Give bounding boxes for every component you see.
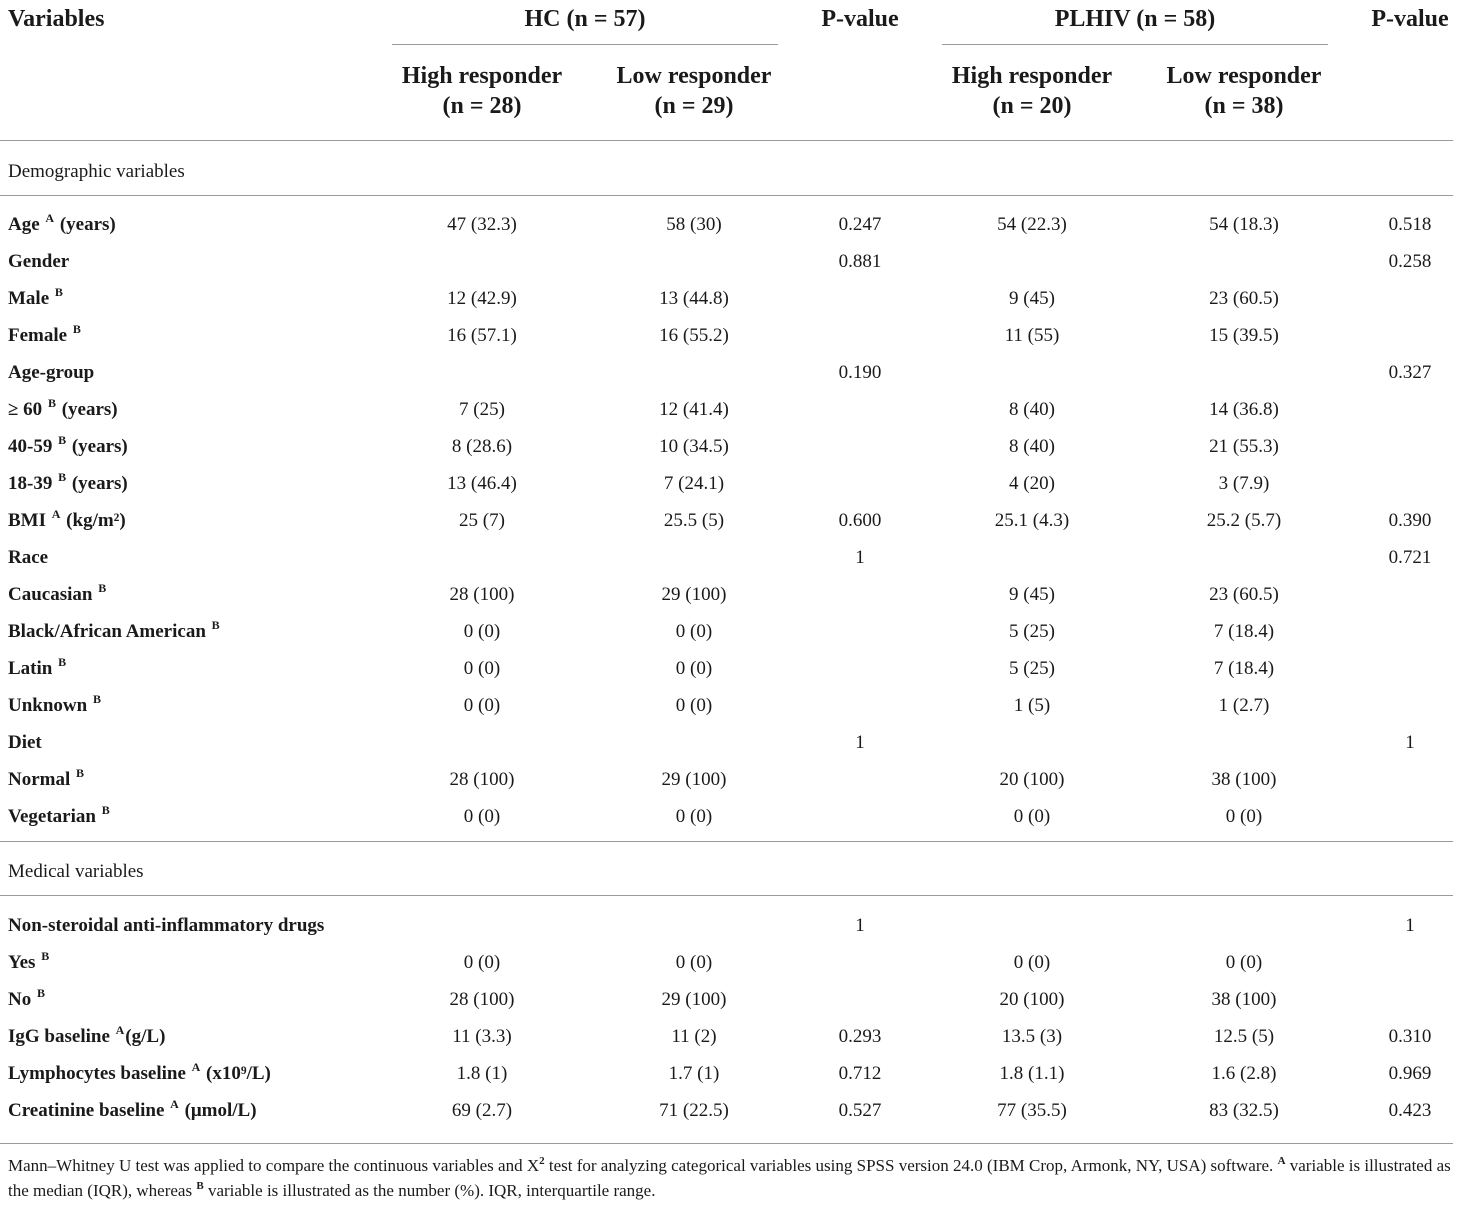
row-label: Female $^B$	[8, 322, 81, 346]
medical-section-top-divider	[0, 841, 1453, 842]
row-label: Latin $^B$	[8, 655, 67, 679]
table-row	[0, 285, 1460, 325]
cell-hc-high: 25 (7)	[459, 510, 505, 531]
cell-pl-high: 25.1 (4.3)	[994, 510, 1070, 531]
demographic-divider	[0, 195, 1453, 196]
cell-pl-high: 77 (35.5)	[997, 1100, 1067, 1121]
row-label: 18-39 $^B$ (years)	[8, 470, 128, 494]
cell-hc-low: 25.5 (5)	[663, 510, 725, 531]
cell-hc-high: 28 (100)	[449, 769, 515, 790]
cell-hc-low: 0 (0)	[675, 952, 713, 973]
cell-p1: 0.190	[838, 362, 882, 383]
table-row	[0, 732, 1460, 769]
cell-pl-low: 83 (32.5)	[1209, 1100, 1279, 1121]
cell-p2: 0.258	[1388, 251, 1432, 272]
table-row	[0, 1097, 1460, 1137]
section-medical: Medical variables	[8, 861, 144, 882]
header-pvalue-plhiv: P-value	[1371, 6, 1449, 32]
header-divider	[0, 140, 1453, 141]
cell-p1: 0.527	[838, 1100, 882, 1121]
cell-p1: 0.293	[838, 1026, 882, 1047]
cell-pl-high: 20 (100)	[999, 989, 1065, 1010]
cell-p2: 0.327	[1388, 362, 1432, 383]
cell-hc-high: 12 (42.9)	[447, 288, 517, 309]
cell-pl-high: 54 (22.3)	[997, 214, 1067, 235]
plhiv-group-underline	[942, 44, 1328, 45]
cell-pl-high: 5 (25)	[1009, 621, 1055, 642]
table-row	[0, 915, 1460, 952]
cell-hc-high: 8 (28.6)	[451, 436, 513, 457]
cell-pl-high: 11 (55)	[1004, 325, 1060, 346]
row-label: Yes $^B$	[8, 949, 50, 973]
table-row	[0, 322, 1460, 362]
cell-p1: 0.600	[838, 510, 882, 531]
hc-group-underline	[392, 44, 778, 45]
cell-p2: 1	[1405, 732, 1415, 753]
cell-hc-high: 0 (0)	[463, 621, 501, 642]
cell-hc-low: 29 (100)	[661, 584, 727, 605]
row-label: BMI $^A$ (kg/m²)	[8, 507, 126, 531]
row-label: Male $^B$	[8, 285, 63, 309]
header-plhiv-group: PLHIV (n = 58)	[1054, 6, 1216, 32]
cell-hc-high: 47 (32.3)	[447, 214, 517, 235]
cell-pl-low: 38 (100)	[1211, 769, 1277, 790]
cell-p2: 0.423	[1388, 1100, 1432, 1121]
cell-pl-high: 9 (45)	[1009, 584, 1055, 605]
row-label: ≥ 60 $^B$ (years)	[8, 396, 118, 420]
cell-pl-low: 1.6 (2.8)	[1211, 1063, 1277, 1084]
table-row	[0, 581, 1460, 621]
row-label: Caucasian $^B$	[8, 581, 107, 605]
row-label: Diet	[8, 732, 42, 753]
table-footnote: Mann–Whitney U test was applied to compare the continuous variables and $X^2$ test for analyzing categorical variables using SPSS version 24.0 (IBM Crop, Armonk, NY, USA) software. $^A$ variable is illustrated as the median (IQR), whereas $^B$ variable is illustrated as the number (%). IQR, interquartile range.	[8, 1155, 1451, 1200]
cell-pl-low: 38 (100)	[1211, 989, 1277, 1010]
cell-hc-high: 11 (3.3)	[452, 1026, 512, 1047]
cell-pl-low: 0 (0)	[1225, 952, 1263, 973]
cell-hc-low: 16 (55.2)	[659, 325, 729, 346]
table-row	[0, 507, 1460, 547]
cell-pl-high: 20 (100)	[999, 769, 1065, 790]
cell-hc-low: 71 (22.5)	[659, 1100, 729, 1121]
cell-hc-low: 12 (41.4)	[659, 399, 729, 420]
cell-p2: 0.721	[1388, 547, 1432, 568]
cell-p1: 1	[855, 915, 865, 936]
table-row	[0, 692, 1460, 732]
cell-hc-low: 0 (0)	[675, 806, 713, 827]
cell-pl-low: 23 (60.5)	[1209, 584, 1279, 605]
header-variables: Variables	[8, 6, 105, 32]
row-label: No $^B$	[8, 986, 45, 1010]
row-label: Gender	[8, 251, 70, 272]
table-row	[0, 362, 1460, 399]
cell-hc-high: 69 (2.7)	[451, 1100, 513, 1121]
cell-pl-low: 3 (7.9)	[1218, 473, 1270, 494]
cell-p1: 0.247	[838, 214, 882, 235]
row-label: Race	[8, 547, 49, 568]
cell-hc-high: 0 (0)	[463, 695, 501, 716]
cell-hc-high: 13 (46.4)	[447, 473, 517, 494]
cell-hc-low: 0 (0)	[675, 621, 713, 642]
table-row	[0, 251, 1460, 288]
cell-pl-high: 9 (45)	[1009, 288, 1055, 309]
cell-pl-low: 7 (18.4)	[1213, 621, 1275, 642]
cell-hc-low: 0 (0)	[675, 658, 713, 679]
header-hc-low-responder: Low responder (n = 29)	[616, 63, 772, 119]
cell-p2: 0.310	[1388, 1026, 1432, 1047]
header-hc-high-responder: High responder (n = 28)	[401, 63, 563, 119]
cell-pl-low: 7 (18.4)	[1213, 658, 1275, 679]
row-label: IgG baseline $^A$(g/L)	[8, 1023, 166, 1047]
table-row	[0, 547, 1460, 584]
cell-hc-high: 1.8 (1)	[456, 1063, 508, 1084]
cell-pl-high: 5 (25)	[1009, 658, 1055, 679]
cell-hc-low: 1.7 (1)	[668, 1063, 720, 1084]
header-hc-group: HC (n = 57)	[524, 6, 646, 32]
row-label: Age $^A$ (years)	[8, 211, 116, 235]
cell-pl-high: 0 (0)	[1013, 952, 1051, 973]
table-row	[0, 470, 1460, 510]
cell-pl-low: 0 (0)	[1225, 806, 1263, 827]
cell-pl-low: 12.5 (5)	[1213, 1026, 1275, 1047]
header-pvalue-hc: P-value	[821, 6, 899, 32]
row-label: Unknown $^B$	[8, 692, 101, 716]
cell-pl-low: 23 (60.5)	[1209, 288, 1279, 309]
cell-pl-low: 14 (36.8)	[1209, 399, 1279, 420]
cell-hc-low: 58 (30)	[666, 214, 722, 235]
cell-pl-low: 25.2 (5.7)	[1206, 510, 1282, 531]
cell-p2: 0.518	[1388, 214, 1432, 235]
cell-hc-low: 13 (44.8)	[659, 288, 729, 309]
cell-p1: 0.712	[838, 1063, 882, 1084]
header-plhiv-low-responder: Low responder (n = 38)	[1166, 63, 1322, 119]
row-label: Black/African American $^B$	[8, 618, 220, 642]
cell-hc-low: 10 (34.5)	[659, 436, 729, 457]
table-row	[0, 949, 1460, 989]
cell-pl-low: 1 (2.7)	[1218, 695, 1270, 716]
cell-hc-high: 0 (0)	[463, 806, 501, 827]
cell-hc-high: 28 (100)	[449, 584, 515, 605]
cell-pl-high: 8 (40)	[1009, 399, 1055, 420]
cell-pl-low: 54 (18.3)	[1209, 214, 1279, 235]
header-plhiv-high-responder: High responder (n = 20)	[951, 63, 1113, 119]
cell-pl-high: 13.5 (3)	[1001, 1026, 1063, 1047]
cell-p2: 1	[1405, 915, 1415, 936]
cell-hc-low: 0 (0)	[675, 695, 713, 716]
section-demographic: Demographic variables	[8, 161, 185, 182]
table-row	[0, 1023, 1460, 1063]
table-row	[0, 803, 1460, 843]
table-row	[0, 655, 1460, 695]
cell-pl-low: 15 (39.5)	[1209, 325, 1279, 346]
cell-hc-low: 7 (24.1)	[663, 473, 725, 494]
cell-hc-high: 0 (0)	[463, 952, 501, 973]
cell-hc-high: 0 (0)	[463, 658, 501, 679]
medical-divider	[0, 895, 1453, 896]
row-label: Normal $^B$	[8, 766, 85, 790]
cell-hc-high: 16 (57.1)	[447, 325, 517, 346]
table-row	[0, 211, 1460, 251]
cell-hc-low: 11 (2)	[671, 1026, 717, 1047]
cell-hc-high: 7 (25)	[459, 399, 505, 420]
cell-p1: 1	[855, 547, 865, 568]
row-label: Lymphocytes baseline $^A$ (x10⁹/L)	[8, 1060, 271, 1084]
cell-p2: 0.969	[1388, 1063, 1432, 1084]
cell-hc-low: 29 (100)	[661, 989, 727, 1010]
cell-hc-high: 28 (100)	[449, 989, 515, 1010]
cell-p1: 0.881	[838, 251, 882, 272]
cell-p1: 1	[855, 732, 865, 753]
row-label: 40-59 $^B$ (years)	[8, 433, 128, 457]
row-label: Age-group	[8, 362, 95, 383]
cell-pl-high: 0 (0)	[1013, 806, 1051, 827]
table-row	[0, 396, 1460, 436]
cell-pl-low: 21 (55.3)	[1209, 436, 1279, 457]
cell-hc-low: 29 (100)	[661, 769, 727, 790]
table-bottom-divider	[0, 1143, 1453, 1144]
cell-pl-high: 1.8 (1.1)	[999, 1063, 1065, 1084]
table-row	[0, 1060, 1460, 1100]
table-row	[0, 618, 1460, 658]
row-label: Creatinine baseline $^A$ (μmol/L)	[8, 1097, 257, 1121]
table-row	[0, 433, 1460, 473]
table-row	[0, 766, 1460, 806]
cell-pl-high: 8 (40)	[1009, 436, 1055, 457]
row-label: Non-steroidal anti-inflammatory drugs	[8, 915, 325, 936]
table-row	[0, 986, 1460, 1026]
cell-pl-high: 1 (5)	[1013, 695, 1051, 716]
cell-pl-high: 4 (20)	[1009, 473, 1055, 494]
cell-p2: 0.390	[1388, 510, 1432, 531]
row-label: Vegetarian $^B$	[8, 803, 110, 827]
